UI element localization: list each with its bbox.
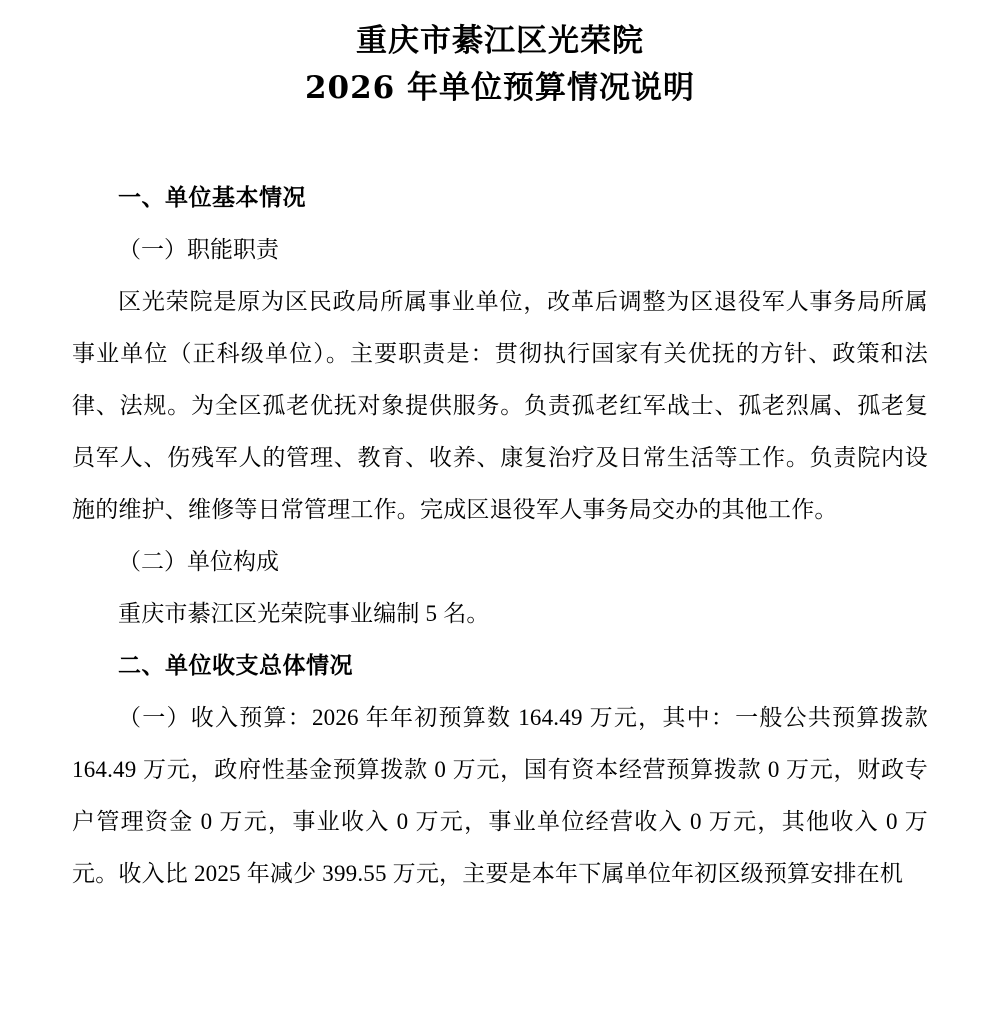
paragraph-revenue-budget: （一）收入预算：2026 年年初预算数 164.49 万元，其中：一般公共预算拨款 164.49 万元，政府性基金预算拨款 0 万元，国有资本经营预算拨款 0 万元，财政专户管理资金 0 万元，事业收入 0 万元，事业单位经营收入 0 万元，其他收入 0 万元。收入比 2025 年减少 399.55 万元，主要是本年下属单位年初区级预算安排在机: [72, 705, 928, 886]
paragraph-duties: 区光荣院是原为区民政局所属事业单位，改革后调整为区退役军人事务局所属事业单位（正科级单位）。主要职责是：贯彻执行国家有关优抚的方针、政策和法律、法规。为全区孤老优抚对象提供服务。负责孤老红军战士、孤老烈属、孤老复员军人、伤残军人的管理、教育、收养、康复治疗及日常生活等工作。负责院内设施的维护、维修等日常管理工作。完成区退役军人事务局交办的其他工作。: [72, 289, 928, 522]
page-title: [72, 18, 928, 112]
title-line-2: 2026 年单位预算情况说明: [304, 70, 696, 106]
title-line-1: 重庆市綦江区光荣院: [356, 23, 644, 59]
section-heading-1: 一、单位基本情况: [118, 184, 306, 211]
sub-heading-1-1: （一）职能职责: [118, 237, 279, 262]
section-heading-2: 二、单位收支总体情况: [118, 652, 353, 679]
paragraph-composition: 重庆市綦江区光荣院事业编制 5 名。: [118, 601, 490, 626]
title-spacer: [72, 112, 928, 172]
sub-heading-1-2: （二）单位构成: [118, 549, 279, 574]
